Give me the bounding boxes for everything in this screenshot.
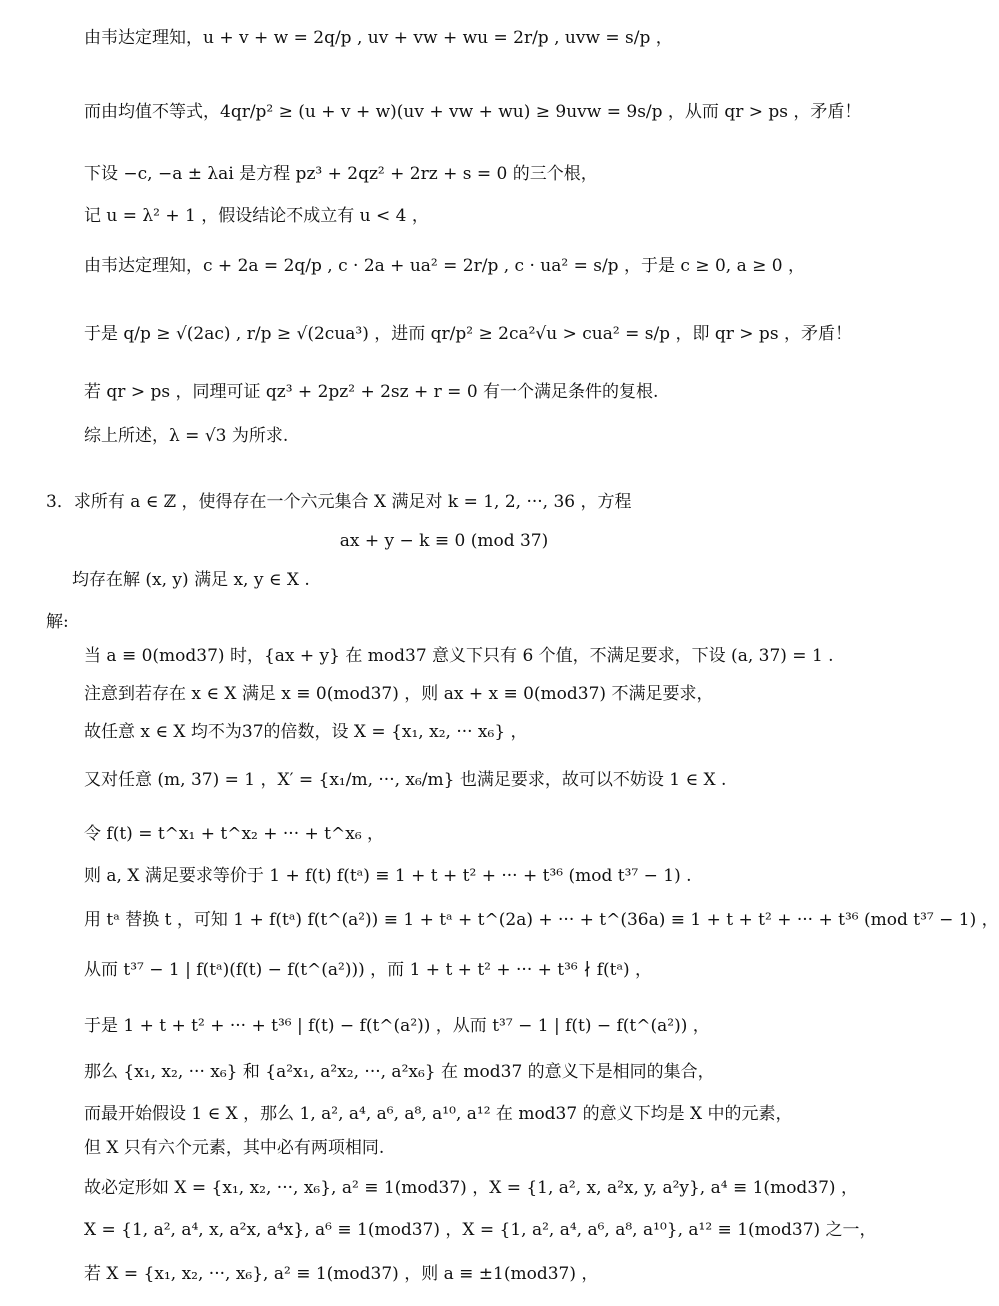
text-line: 而最开始假设 1 ∈ X ，那么 1, a², a⁴, a⁶, a⁸, a¹⁰, a¹² 在 mod37 的意义下均是 X 中的元素，	[84, 1104, 793, 1124]
text-line: 故任意 x ∈ X 均不为37的倍数，设 X = {x₁, x₂, ··· x₆} ，	[84, 722, 528, 742]
text-line: 若 X = {x₁, x₂, ···, x₆}, a² ≡ 1(mod37) ，则 a ≡ ±1(mod37) ，	[84, 1264, 599, 1284]
text-line: 若 qr > ps ，同理可证 qz³ + 2pz² + 2sz + r = 0 有一个满足条件的复根.	[84, 382, 659, 402]
text-line: 由韦达定理知，c + 2a = 2q/p , c · 2a + ua² = 2r/p , c · ua² = s/p ，于是 c ≥ 0, a ≥ 0 ，	[84, 256, 805, 276]
text-line: 当 a ≡ 0(mod37) 时，{ax + y} 在 mod37 意义下只有 6 个值，不满足要求，下设 (a, 37) = 1 .	[84, 646, 834, 666]
text-line: 而由均值不等式，4qr/p² ≥ (u + v + w)(uv + vw + wu) ≥ 9uvw = 9s/p ，从而 qr > ps ，矛盾！	[84, 102, 862, 122]
text-line: 记 u = λ² + 1 ，假设结论不成立有 u < 4 ，	[84, 206, 429, 226]
problem-statement: 3．求所有 a ∈ ℤ ，使得存在一个六元集合 X 满足对 k = 1, 2, ···, 36 ，方程	[46, 492, 632, 512]
text-line: 由韦达定理知，u + v + w = 2q/p , uv + vw + wu = 2r/p , uvw = s/p ，	[84, 28, 673, 48]
text-line: 于是 q/p ≥ √(2ac) , r/p ≥ √(2cua³) ，进而 qr/p² ≥ 2ca²√u > cua² = s/p ，即 qr > ps ，矛盾！	[84, 324, 852, 344]
text-line: 综上所述，λ = √3 为所求.	[84, 426, 289, 446]
text-line: 于是 1 + t + t² + ··· + t³⁶ | f(t) − f(t^(a²)) ，从而 t³⁷ − 1 | f(t) − f(t^(a²)) ，	[84, 1016, 710, 1036]
display-formula: ax + y − k ≡ 0 (mod 37)	[339, 531, 549, 551]
text-line: 又对任意 (m, 37) = 1 ，X′ = {x₁/m, ···, x₆/m} 也满足要求，故可以不妨设 1 ∈ X .	[84, 770, 727, 790]
text-line: 故必定形如 X = {x₁, x₂, ···, x₆}, a² ≡ 1(mod37) ，X = {1, a², x, a²x, y, a²y}, a⁴ ≡ 1(mod37) ，	[84, 1178, 858, 1198]
text-line: 令 f(t) = t^x₁ + t^x₂ + ··· + t^x₆ ，	[84, 824, 385, 844]
text-line: 但 X 只有六个元素，其中必有两项相同.	[84, 1138, 385, 1158]
text-line: 那么 {x₁, x₂, ··· x₆} 和 {a²x₁, a²x₂, ···, a²x₆} 在 mod37 的意义下是相同的集合，	[84, 1062, 715, 1082]
text-line: 注意到若存在 x ∈ X 满足 x ≡ 0(mod37) ，则 ax + x ≡ 0(mod37) 不满足要求，	[84, 684, 714, 704]
text-line: 则 a, X 满足要求等价于 1 + f(t) f(tᵃ) ≡ 1 + t + t² + ··· + t³⁶ (mod t³⁷ − 1) .	[84, 866, 692, 886]
text-line: 用 tᵃ 替换 t ，可知 1 + f(tᵃ) f(t^(a²)) ≡ 1 + tᵃ + t^(2a) + ··· + t^(36a) ≡ 1 + t + t² + ··· + t³⁶ (mod t³⁷ − 1) ，	[84, 910, 999, 930]
text-line: 均存在解 (x, y) 满足 x, y ∈ X .	[72, 570, 310, 590]
text-line: X = {1, a², a⁴, x, a²x, a⁴x}, a⁶ ≡ 1(mod37) ，X = {1, a², a⁴, a⁶, a⁸, a¹⁰}, a¹² ≡ 1(mod37) 之一，	[84, 1220, 877, 1240]
solution-label: 解:	[46, 612, 69, 632]
text-line: 下设 −c, −a ± λai 是方程 pz³ + 2qz² + 2rz + s = 0 的三个根，	[84, 164, 598, 184]
text-line: 从而 t³⁷ − 1 | f(tᵃ)(f(t) − f(t^(a²))) ，而 1 + t + t² + ··· + t³⁶ ∤ f(tᵃ) ，	[84, 960, 653, 980]
